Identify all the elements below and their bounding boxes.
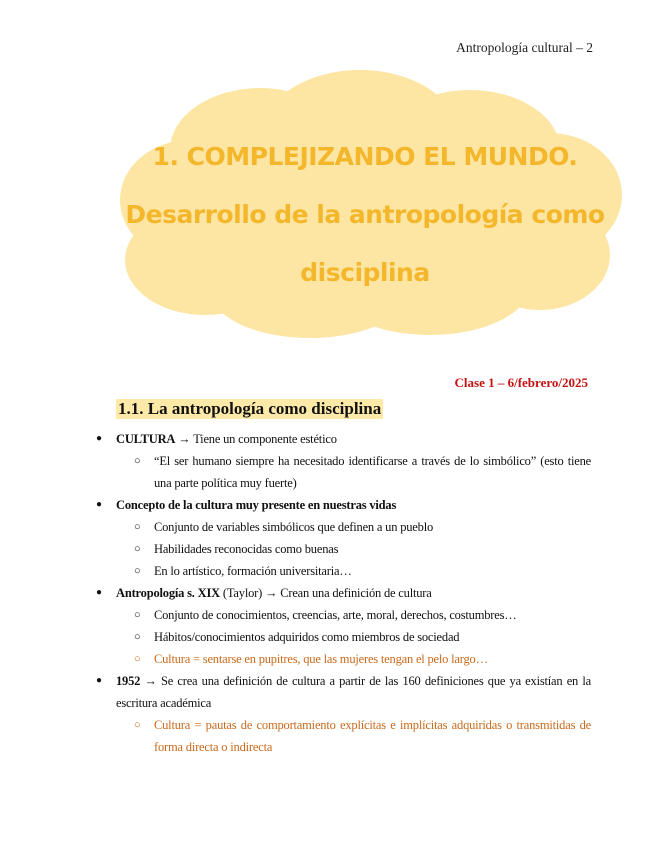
sub-item-text: Conjunto de conocimientos, creencias, arte, moral, derechos, costumbres… xyxy=(154,608,517,622)
sub-item xyxy=(0,450,655,494)
sub-item-text: En lo artístico, formación universitaria… xyxy=(154,564,352,578)
sub-item xyxy=(0,604,655,626)
list-item-xix xyxy=(0,582,655,604)
sub-item xyxy=(0,560,655,582)
sub-item-text: Hábitos/conocimientos adquiridos como miembros de sociedad xyxy=(154,630,460,644)
sub-item-text: Habilidades reconocidas como buenas xyxy=(154,542,339,556)
list-item-cultura xyxy=(0,428,655,450)
sub-item-text: “El ser humano siempre ha necesitado identificarse a través de lo simbólico” (esto tiene una parte política muy fuerte) xyxy=(154,454,591,490)
hollow-bullet-icon: ○ xyxy=(134,719,141,731)
hollow-bullet-icon: ○ xyxy=(134,609,141,621)
list-item-concepto xyxy=(0,494,655,516)
section-heading: 1.1. La antropología como disciplina xyxy=(118,399,382,418)
item-text: → Se crea una definición de cultura a partir de las 160 definiciones que ya existían en la escritura académica xyxy=(116,674,591,710)
title-line-2: Desarrollo de la antropología como xyxy=(125,200,605,229)
clase-label: Clase 1 – 6/febrero/2025 xyxy=(454,375,588,390)
sub-item-text: Cultura = sentarse en pupitres, que las mujeres tengan el pelo largo… xyxy=(154,652,488,666)
hollow-bullet-icon: ○ xyxy=(134,653,141,665)
bullet-icon: ● xyxy=(96,499,102,510)
sub-item-text: Conjunto de variables simbólicos que definen a un pueblo xyxy=(154,520,434,534)
title-line-1: 1. COMPLEJIZANDO EL MUNDO. xyxy=(152,142,578,171)
sub-item xyxy=(0,516,655,538)
document-title xyxy=(110,128,620,302)
outline-list xyxy=(0,428,655,758)
list-item-1952 xyxy=(0,670,655,714)
bullet-icon: ● xyxy=(96,433,102,444)
item-text: (Taylor) → Crean una definición de cultura xyxy=(219,586,432,600)
hollow-bullet-icon: ○ xyxy=(134,631,141,643)
item-bold-label: Concepto de la cultura muy presente en nuestras vidas xyxy=(116,498,397,512)
sub-item xyxy=(0,626,655,648)
hollow-bullet-icon: ○ xyxy=(134,521,141,533)
sub-item-highlight xyxy=(0,714,655,758)
sub-item xyxy=(0,538,655,560)
hollow-bullet-icon: ○ xyxy=(134,455,141,467)
sub-item-text: Cultura = pautas de comportamiento explícitas e implícitas adquiridas o transmitidas de forma directa o indirecta xyxy=(154,718,591,754)
item-bold-label: Antropología s. XIX xyxy=(116,586,220,600)
item-bold-label: 1952 xyxy=(116,674,141,688)
item-text: → Tiene un componente estético xyxy=(175,432,337,446)
title-line-3: disciplina xyxy=(300,258,430,287)
bullet-icon: ● xyxy=(96,675,102,686)
item-bold-label: CULTURA xyxy=(116,432,176,446)
page-header: Antropología cultural – 2 xyxy=(456,40,593,55)
sub-item-highlight xyxy=(0,648,655,670)
bullet-icon: ● xyxy=(96,587,102,598)
hollow-bullet-icon: ○ xyxy=(134,543,141,555)
hollow-bullet-icon: ○ xyxy=(134,565,141,577)
